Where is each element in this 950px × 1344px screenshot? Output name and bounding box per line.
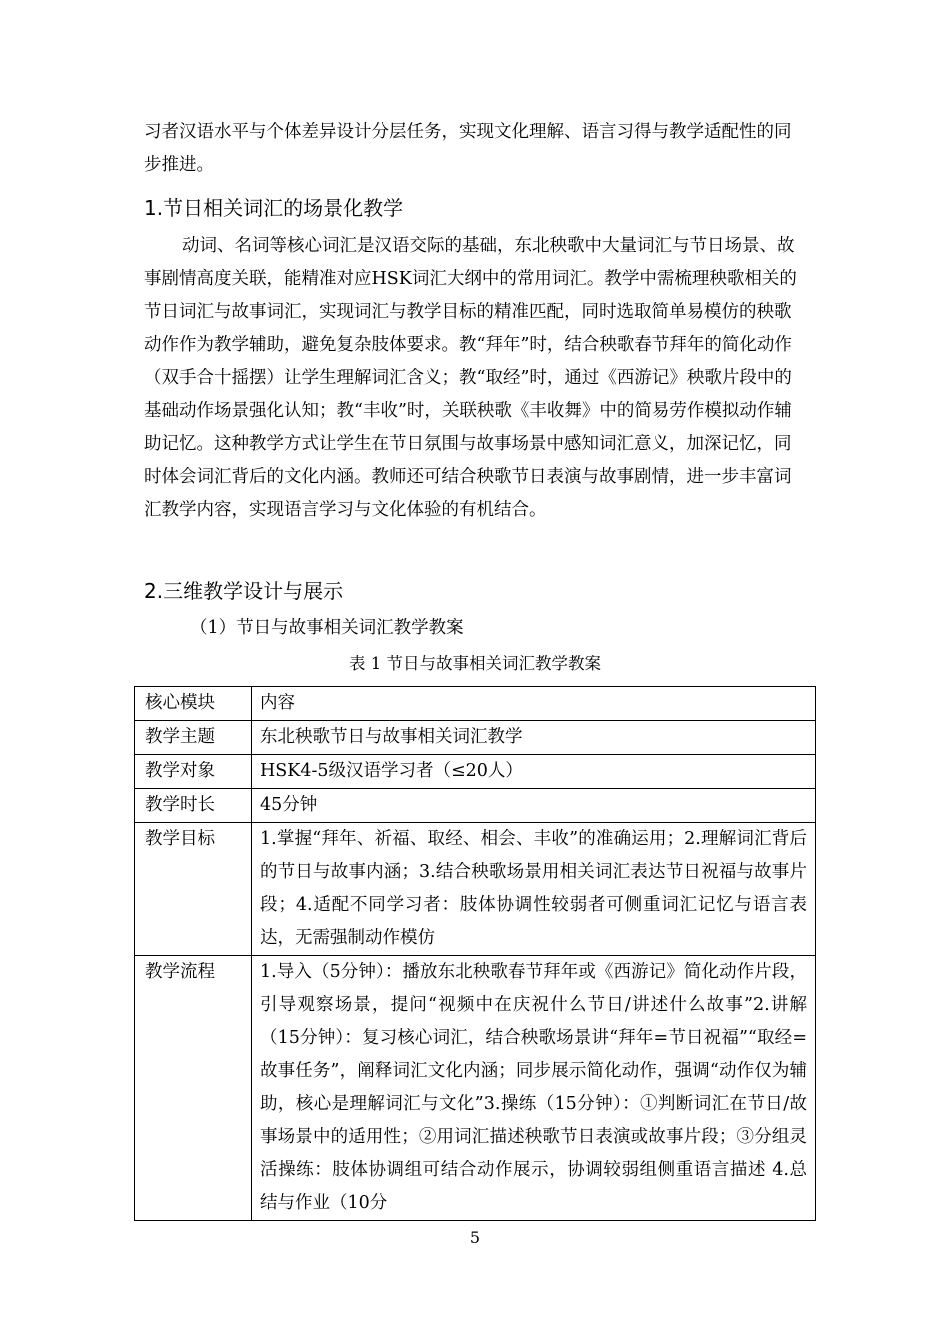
table-header-row — [135, 687, 816, 721]
row-value: 45分钟 — [252, 789, 816, 823]
intro-paragraph: 习者汉语水平与个体差异设计分层任务，实现文化理解、语言习得与教学适配性的同步推进。 — [144, 122, 792, 175]
section2-heading: 2.三维教学设计与展示 — [144, 579, 344, 603]
table-row — [135, 721, 816, 755]
section2-subheading: （1）节日与故事相关词汇教学教案 — [190, 618, 464, 638]
section1-body: 动词、名词等核心词汇是汉语交际的基础，东北秧歌中大量词汇与节日场景、故事剧情高度关联，能精准对应HSK词汇大纲中的常用词汇。教学中需梳理秧歌相关的节日词汇与故事词汇，实现词汇与教学目标的精准匹配，同时选取简单易模仿的秧歌动作作为教学辅助，避免复杂肢体要求。教“拜年”时，结合秧歌春节拜年的简化动作（双手合十摇摆）让学生理解词汇含义；教“取经”时，通过《西游记》秧歌片段中的基础动作场景强化认知；教“丰收”时，关联秧歌《丰收舞》中的简易劳作模拟动作辅助记忆。这种教学方式让学生在节日氛围与故事场景中感知词汇意义，加深记忆，同时体会词汇背后的文化内涵。教师还可结合秧歌节日表演与故事剧情，进一步丰富词汇教学内容，实现语言学习与文化体验的有机结合。 — [144, 236, 797, 520]
table-row — [135, 755, 816, 789]
row-key: 教学流程 — [135, 956, 252, 1221]
page-number: 5 — [469, 1228, 481, 1247]
row-value: 1.掌握“拜年、祈福、取经、相会、丰收”的准确运用；2.理解词汇背后的节日与故事内涵；3.结合秧歌场景用相关词汇表达节日祝福与故事片段；4.适配不同学习者：肢体协调性较弱者可侧重词汇记忆与语言表达，无需强制动作模仿 — [252, 823, 816, 956]
row-key: 教学主题 — [135, 721, 252, 755]
table-row — [135, 789, 816, 823]
table-row — [135, 823, 816, 956]
lesson-plan-table — [134, 686, 816, 1221]
row-value: 东北秧歌节日与故事相关词汇教学 — [252, 721, 816, 755]
row-key: 教学目标 — [135, 823, 252, 956]
table-header-key: 核心模块 — [135, 687, 252, 721]
row-key: 教学对象 — [135, 755, 252, 789]
table-row — [135, 956, 816, 1221]
row-value: 1.导入（5分钟）：播放东北秧歌春节拜年或《西游记》简化动作片段，引导观察场景，提问“视频中在庆祝什么节日/讲述什么故事”2.讲解（15分钟）：复习核心词汇，结合秧歌场景讲“拜年=节日祝福”“取经=故事任务”，阐释词汇文化内涵；同步展示简化动作，强调“动作仅为辅助，核心是理解词汇与文化”3.操练（15分钟）：①判断词汇在节日/故事场景中的适用性；②用词汇描述秧歌节日表演或故事片段；③分组灵活操练：肢体协调组可结合动作展示，协调较弱组侧重语言描述 4.总结与作业（10分 — [252, 956, 816, 1221]
table-header-value: 内容 — [252, 687, 816, 721]
table-caption: 表 1 节日与故事相关词汇教学教案 — [349, 654, 601, 673]
row-value: HSK4-5级汉语学习者（≤20人） — [252, 755, 816, 789]
section1-heading: 1.节日相关词汇的场景化教学 — [144, 196, 404, 220]
row-key: 教学时长 — [135, 789, 252, 823]
